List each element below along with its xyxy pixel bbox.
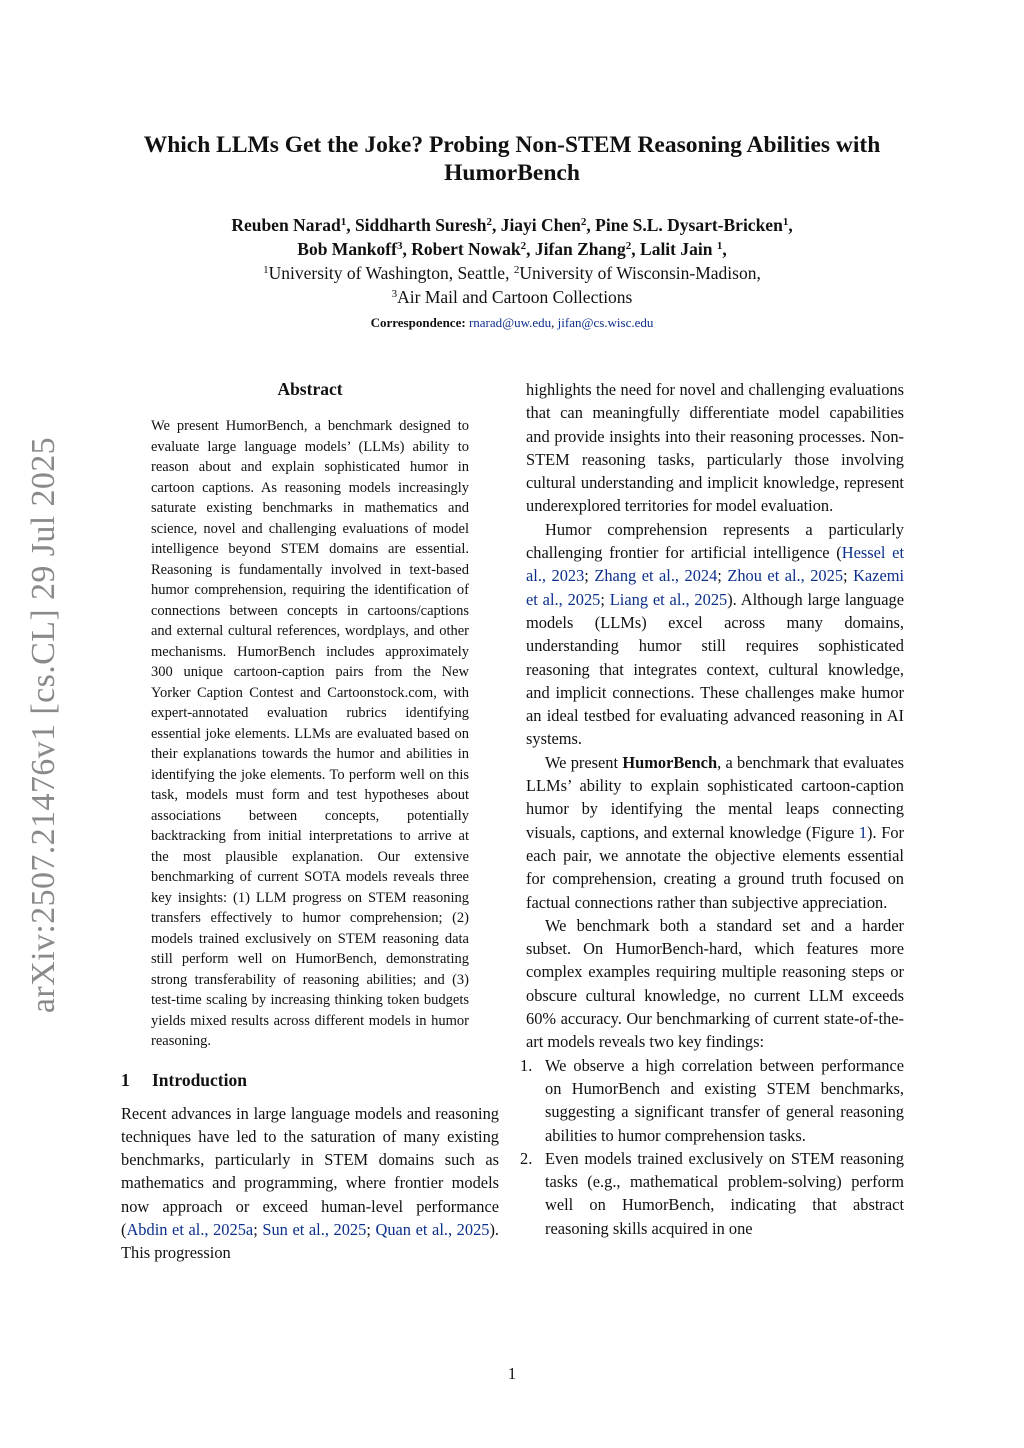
list-item [520,1147,904,1240]
citation-separator: ; [366,1219,376,1239]
right-column [520,378,905,1240]
author-affiliation-mark: 2 [580,216,587,228]
right-paragraph-1: highlights the need for novel and challenging evaluations that can meaningfully differentiate model capabilities and provide insights into their reasoning processes. Non-STEM reasoning tasks, particularly those involving cultural understanding and implicit knowledge, represent underexplored territories for model evaluation. [526,380,904,516]
right-paragraph-3 [526,751,904,914]
right-paragraph-2 [526,518,904,751]
title-line-1: Which LLMs Get the Joke? Probing Non-STEM Reasoning Abilities with [143,132,881,158]
list-item [520,1054,904,1147]
paragraph-text: Recent advances in large language models and reasoning techniques have led to the saturation of many existing benchmarks, particularly in STEM domains such as mathematics and programming, where frontier models now approach or exceed human-level performance ( [121,1103,499,1239]
author-affiliation-mark: 3 [396,240,403,252]
title-line-2: HumorBench [444,160,580,186]
citation-link[interactable]: Abdin et al., 2025a [126,1219,254,1239]
author-name: Bob Mankoff [297,239,397,259]
affiliation-line-1 [100,261,924,285]
affiliation-mark: 3 [391,288,398,300]
correspondence-line [100,313,924,333]
author-separator: , [788,215,793,235]
author-name: Lalit Jain [640,239,713,259]
right-paragraph-4: We benchmark both a standard set and a harder subset. On HumorBench-hard, which features more complex examples requiring multiple reasoning steps or obscure cultural knowledge, no current LLM exceeds 60% accuracy. Our benchmarking of current state-of-the-art models reveals two key findings: [526,915,904,1052]
arxiv-identifier: arXiv:2507.21476v1 [cs.CL] 29 Jul 2025 [25,436,62,1014]
figure-reference-link[interactable]: 1 [858,822,868,842]
citation-link[interactable]: Zhang et al., 2024 [594,566,718,586]
findings-list [520,1054,904,1240]
section-heading-introduction [121,1069,499,1102]
citation-separator: ; [717,566,728,586]
author-affiliation-mark: 2 [625,240,632,252]
correspondence-label: Correspondence: [370,315,466,330]
list-item-text: We observe a high correlation between performance on HumorBench and existing STEM benchmarks, suggesting a significant transfer of general reasoning abilities to humor comprehension tasks. [545,1055,904,1145]
author-name: Pine S.L. Dysart-Bricken [595,215,783,235]
author-name: Jiayi Chen [500,215,581,235]
author-separator: , [586,215,596,235]
author-name: Jifan Zhang [534,239,626,259]
affiliation-mark: 2 [513,264,520,276]
list-marker: 1. [520,1055,533,1075]
paragraph-text: ). Although large language models (LLMs) excel across many domains, understanding humor still requires sophisticated reasoning that integrates context, cultural knowledge, and implicit connections. These challenges make humor an ideal testbed for evaluating advanced reasoning in AI systems. [526,589,904,749]
section-title: Introduction [152,1069,247,1090]
affiliation-text: University of Wisconsin-Madison, [519,263,761,283]
list-marker: 2. [520,1148,533,1168]
author-separator: , [722,239,727,259]
author-block [100,213,924,333]
affiliation-mark: 1 [263,264,269,276]
abstract-heading: Abstract [277,379,343,399]
author-affiliation-mark: 1 [782,216,789,228]
paragraph-text: ). For each pair, we annotate the objective elements essential for comprehension, creating a ground truth focused on factual connections rather than subjective appreciation. [526,822,904,912]
left-column [121,378,499,1265]
author-affiliation-mark: 2 [520,240,527,252]
author-name: Siddharth Suresh [354,215,487,235]
author-name: Robert Nowak [411,239,521,259]
paragraph-text: We present [545,752,623,772]
author-affiliation-mark: 1 [340,216,347,228]
citation-separator: ; [253,1219,263,1239]
paragraph-text: ). This progression [121,1219,500,1263]
author-separator: , [402,239,412,259]
citation-link[interactable]: Kazemi et al., 2025 [526,566,905,609]
citation-separator: ; [600,589,610,609]
paragraph-text: Humor comprehension represents a particularly challenging frontier for artificial intelligence ( [526,519,904,563]
citation-separator: ; [584,566,595,586]
author-separator: , [526,239,535,259]
citation-link[interactable]: Quan et al., 2025 [375,1219,490,1239]
author-separator: , [631,239,641,259]
arxiv-sidebar-stamp [22,425,66,1025]
author-line-2 [100,237,924,261]
affiliation-text: Air Mail and Cartoon Collections [397,287,633,307]
abstract-text: We present HumorBench, a benchmark designed to evaluate large language models’ (LLMs) ability to reason about and explain sophisticated humor in cartoon captions. As reasoning models increasingly saturate existing benchmarks in mathematics and science, novel and challenging evaluations of model intelligence beyond STEM domains are essential. Reasoning is fundamentally involved in text-based humor comprehension, requiring the identification of connections between concepts in cartoons/captions and external cultural references, wordplays, and other mechanisms. HumorBench includes approximately 300 unique cartoon-caption pairs from the New Yorker Caption Contest and Cartoonstock.com, with expert-annotated evaluation rubrics identifying essential joke elements. LLMs are evaluated based on their explanations towards the humor and abilities in identifying the joke elements. To perform well on this task, models must form and test hypotheses about associations between concepts, potentially backtracking from initial interpretations to arrive at the most plausible explanation. Our extensive benchmarking of current SOTA models reveals three key insights: (1) LLM progress on STEM reasoning transfers effectively to humor comprehension; (2) models trained exclusively on STEM reasoning data still perform well on HumorBench, demonstrating strong transferability of reasoning abilities; and (3) test-time scaling by increasing thinking token budgets yields mixed results across different models in humor reasoning. [151,418,469,1049]
citation-link[interactable]: Liang et al., 2025 [609,589,728,609]
page-number: 1 [507,1364,517,1383]
paper-title [100,131,924,187]
citation-link[interactable]: Sun et al., 2025 [262,1219,367,1239]
author-affiliation-mark: 1 [716,240,723,252]
affiliation-line-2 [100,285,924,309]
section-number: 1 [121,1069,130,1090]
author-affiliation-mark: 2 [486,216,492,228]
author-line-1 [100,213,924,237]
email-separator: , [551,315,558,330]
author-separator: , [346,215,355,235]
affiliation-text: University of Washington, Seattle, [268,263,514,283]
email-link[interactable]: rnarad@uw.edu [468,315,552,330]
citation-separator: ; [843,566,854,586]
author-separator: , [491,215,501,235]
author-name: Reuben Narad [231,215,341,235]
intro-paragraph-1 [121,1102,499,1265]
citation-link[interactable]: Zhou et al., 2025 [727,566,844,586]
benchmark-name: HumorBench [622,752,718,772]
list-item-text: Even models trained exclusively on STEM reasoning tasks (e.g., mathematical problem-solving) perform well on HumorBench, indicating that abstract reasoning skills acquired in one [545,1148,904,1238]
paragraph-text: , a benchmark that evaluates LLMs’ ability to explain sophisticated cartoon-caption humor by identifying the mental leaps connecting visuals, captions, and external knowledge (Figure [526,752,904,842]
citation-link[interactable]: Hessel et al., 2023 [526,543,904,586]
email-link[interactable]: jifan@cs.wisc.edu [557,315,654,330]
